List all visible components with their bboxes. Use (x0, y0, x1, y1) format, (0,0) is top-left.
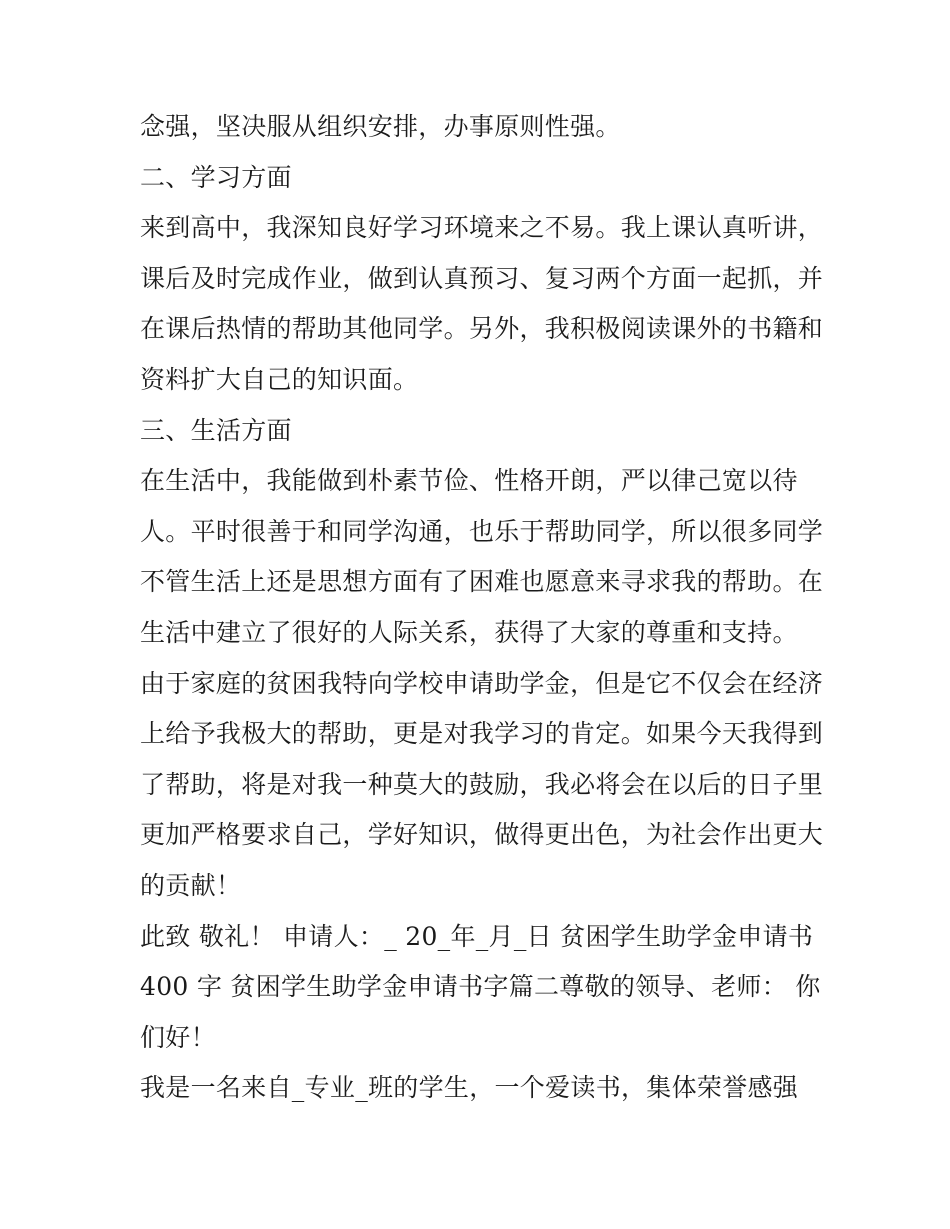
text-line: 更加严格要求自己，学好知识，做得更出色，为社会作出更大 (140, 820, 824, 850)
text-line: 资料扩大自己的知识面。 (140, 364, 419, 394)
text-line: 生活中建立了很好的人际关系，获得了大家的尊重和支持。 (140, 617, 798, 647)
text-line: 由于家庭的贫困我特向学校申请助学金，但是它不仅会在经济 (140, 668, 824, 698)
text-line: 的贡献！ (140, 870, 242, 900)
document-body (140, 102, 824, 1114)
text-line: 我是一名来自_专业_班的学生，一个爱读书，集体荣誉感强 (140, 1073, 799, 1103)
text-line: 不管生活上还是思想方面有了困难也愿意来寻求我的帮助。在 (140, 567, 824, 597)
text-line: 来到高中，我深知良好学习环境来之不易。我上课认真听讲， (140, 213, 824, 243)
text-line: 了帮助，将是对我一种莫大的鼓励，我必将会在以后的日子里 (140, 769, 824, 799)
section-heading-study: 二、学习方面 (140, 162, 292, 192)
closing-line: 此致 敬礼！ 申请人：_ 20_年_月_日 贫困学生助学金申请书 (140, 921, 814, 951)
text-line: 课后及时完成作业，做到认真预习、复习两个方面一起抓，并 (140, 263, 824, 293)
text-line: 在生活中，我能做到朴素节俭、性格开朗，严以律己宽以待 (140, 466, 798, 496)
text-line: 人。平时很善于和同学沟通，也乐于帮助同学，所以很多同学 (140, 516, 824, 546)
text-line: 们好！ (140, 1022, 216, 1052)
text-line: 上给予我极大的帮助，更是对我学习的肯定。如果今天我得到 (140, 719, 824, 749)
section-heading-life: 三、生活方面 (140, 415, 292, 445)
text-line: 念强，坚决服从组织安排，办事原则性强。 (140, 112, 621, 141)
text-line: 400 字 贫困学生助学金申请书字篇二尊敬的领导、老师： 你 (140, 972, 821, 1002)
text-line: 在课后热情的帮助其他同学。另外，我积极阅读课外的书籍和 (140, 314, 824, 344)
